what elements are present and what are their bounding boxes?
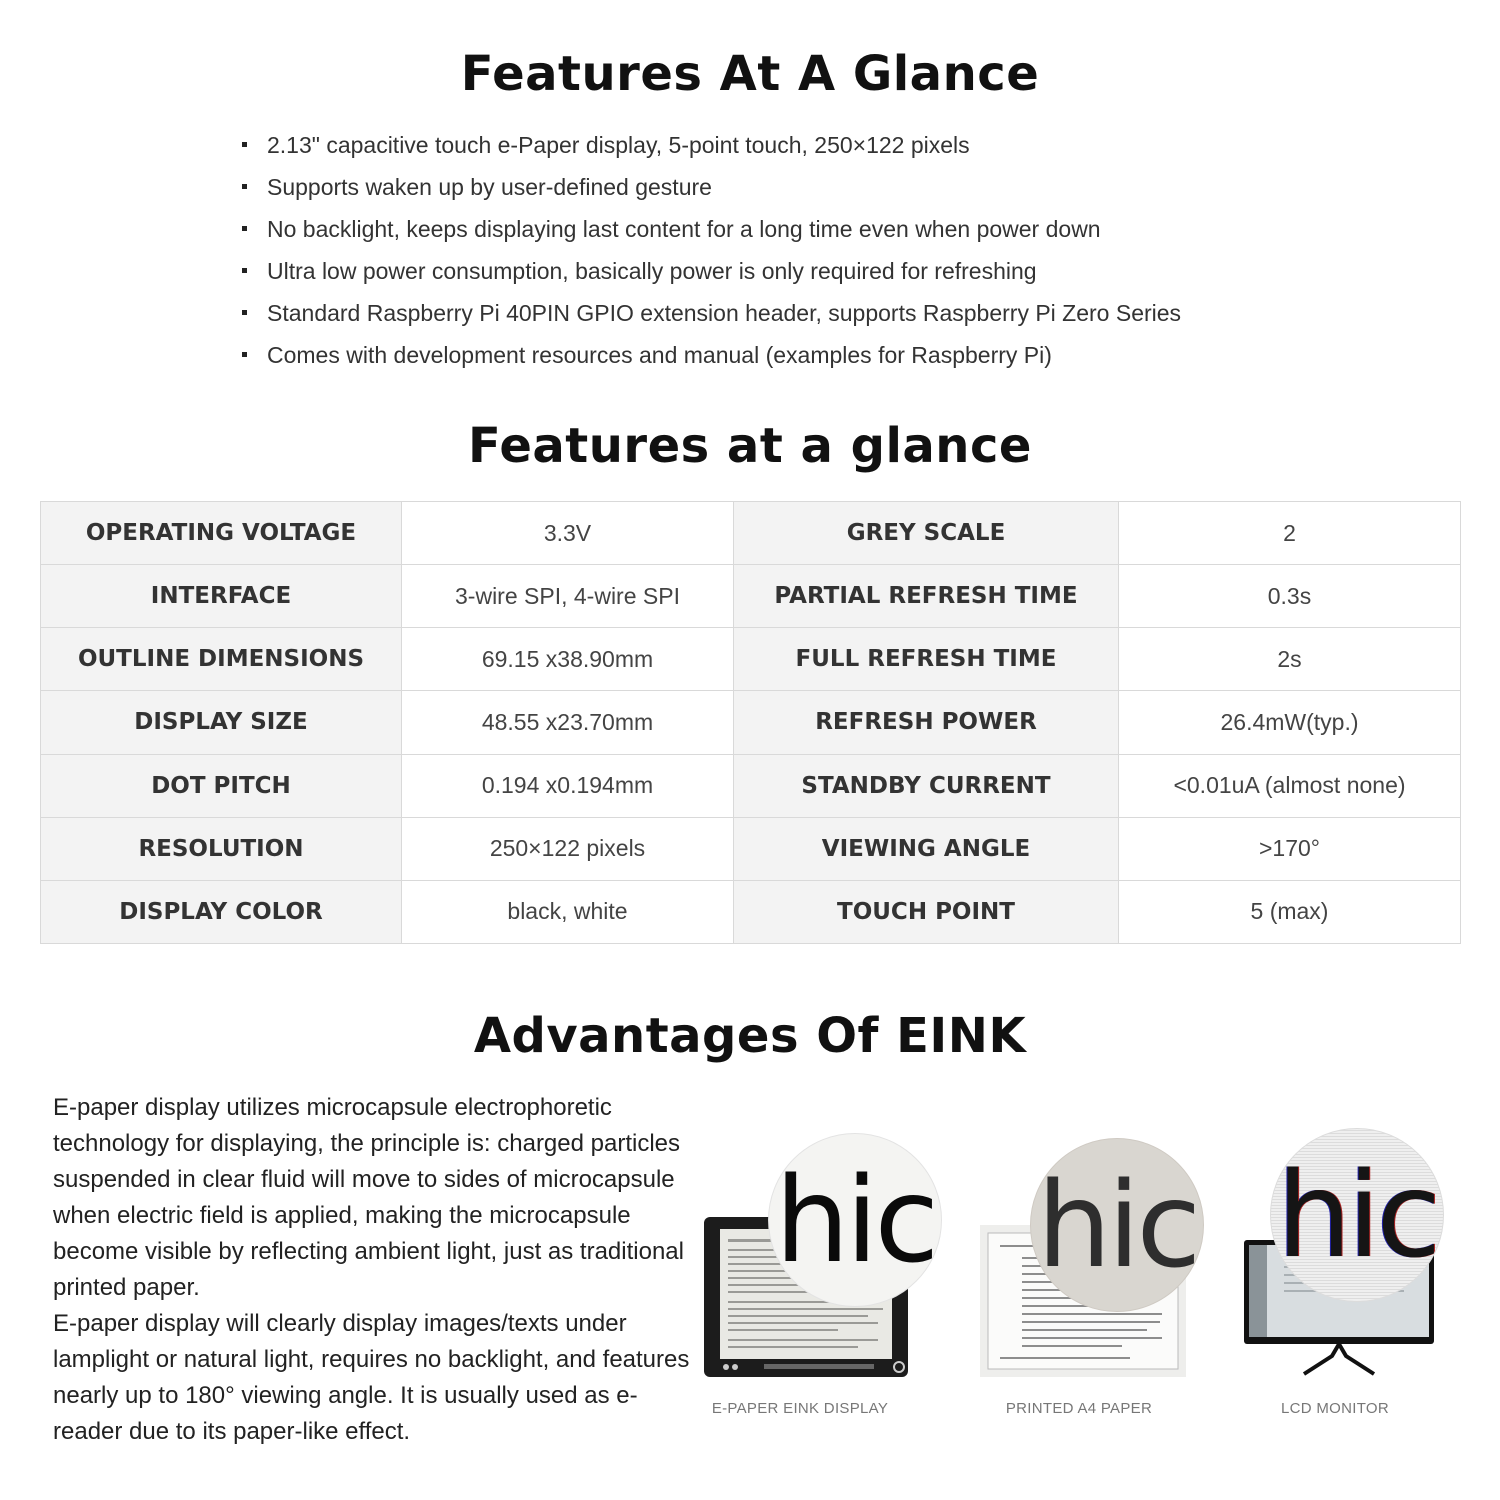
spec-value: 3-wire SPI, 4-wire SPI	[402, 565, 734, 628]
features-title: Features At A Glance	[460, 46, 1040, 102]
spec-label: DISPLAY SIZE	[41, 691, 402, 754]
table-row	[41, 502, 1461, 565]
spec-label: GREY SCALE	[734, 502, 1119, 565]
eink-caption: E-PAPER EINK DISPLAY	[711, 1400, 889, 1417]
feature-item	[242, 334, 1181, 376]
spec-label: OPERATING VOLTAGE	[41, 502, 402, 565]
table-row	[41, 754, 1461, 817]
spec-value: black, white	[402, 880, 734, 943]
spec-label: OUTLINE DIMENSIONS	[41, 628, 402, 691]
spec-value: >170°	[1119, 817, 1461, 880]
spec-value: 3.3V	[402, 502, 734, 565]
spec-label: FULL REFRESH TIME	[734, 628, 1119, 691]
feature-item	[242, 292, 1181, 334]
magnified-text: hic	[774, 1151, 936, 1289]
spec-value: 2	[1119, 502, 1461, 565]
spec-label: PARTIAL REFRESH TIME	[734, 565, 1119, 628]
spec-label: INTERFACE	[41, 565, 402, 628]
spec-value: 0.194 x0.194mm	[402, 754, 734, 817]
magnified-text: hic	[1036, 1156, 1198, 1294]
feature-item	[242, 250, 1181, 292]
spec-value: 5 (max)	[1119, 880, 1461, 943]
feature-text: 2.13" capacitive touch e-Paper display, 5-point touch, 250×122 pixels	[267, 132, 970, 158]
spec-value: 48.55 x23.70mm	[402, 691, 734, 754]
spec-table	[40, 501, 1461, 944]
spec-value: 0.3s	[1119, 565, 1461, 628]
spec-value: 69.15 x38.90mm	[402, 628, 734, 691]
lcd-caption: LCD MONITOR	[1280, 1400, 1390, 1417]
table-row	[41, 691, 1461, 754]
feature-item	[242, 208, 1181, 250]
bullet-icon	[242, 268, 247, 273]
feature-text: Supports waken up by user-defined gesture	[267, 174, 712, 200]
spec-label: TOUCH POINT	[734, 880, 1119, 943]
eink-magnifier	[768, 1133, 942, 1307]
bullet-icon	[242, 352, 247, 357]
table-row	[41, 880, 1461, 943]
table-row	[41, 817, 1461, 880]
feature-text: Comes with development resources and manual (examples for Raspberry Pi)	[267, 342, 1052, 368]
lcd-magnifier	[1270, 1128, 1444, 1302]
table-row	[41, 565, 1461, 628]
spec-value: 250×122 pixels	[402, 817, 734, 880]
spec-label: RESOLUTION	[41, 817, 402, 880]
spec-label: STANDBY CURRENT	[734, 754, 1119, 817]
spec-value: 2s	[1119, 628, 1461, 691]
spec-label: VIEWING ANGLE	[734, 817, 1119, 880]
spec-value: 26.4mW(typ.)	[1119, 691, 1461, 754]
feature-text: Ultra low power consumption, basically power is only required for refreshing	[267, 258, 1037, 284]
feature-text: Standard Raspberry Pi 40PIN GPIO extension header, supports Raspberry Pi Zero Series	[267, 300, 1182, 326]
description-paragraph: E-paper display will clearly display images/texts under lamplight or natural light, requires no backlight, and features nearly up to 180° viewing angle. It is usually used as e-reader due to its paper-like effect.	[53, 1310, 690, 1445]
bullet-icon	[242, 142, 247, 147]
description-paragraph: E-paper display utilizes microcapsule electrophoretic technology for displaying, the principle is: charged particles suspended in clear fluid will move to sides of microcapsule when electric field is applied, making the microcapsule become visible by reflecting ambient light, just as traditional printed paper.	[53, 1094, 684, 1301]
spec-label: DISPLAY COLOR	[41, 880, 402, 943]
spec-label: DOT PITCH	[41, 754, 402, 817]
magnified-text: hic	[1276, 1146, 1438, 1284]
specs-title: Features at a glance	[468, 418, 1032, 474]
eink-description	[53, 1090, 693, 1450]
paper-magnifier	[1030, 1138, 1204, 1312]
paper-caption: PRINTED A4 PAPER	[1005, 1400, 1153, 1417]
table-row	[41, 628, 1461, 691]
bullet-icon	[242, 310, 247, 315]
feature-list	[242, 124, 1181, 376]
feature-item	[242, 124, 1181, 166]
bullet-icon	[242, 184, 247, 189]
spec-label: REFRESH POWER	[734, 691, 1119, 754]
spec-value: <0.01uA (almost none)	[1119, 754, 1461, 817]
feature-item	[242, 166, 1181, 208]
advantages-title: Advantages Of EINK	[473, 1008, 1027, 1064]
bullet-icon	[242, 226, 247, 231]
feature-text: No backlight, keeps displaying last content for a long time even when power down	[267, 216, 1101, 242]
